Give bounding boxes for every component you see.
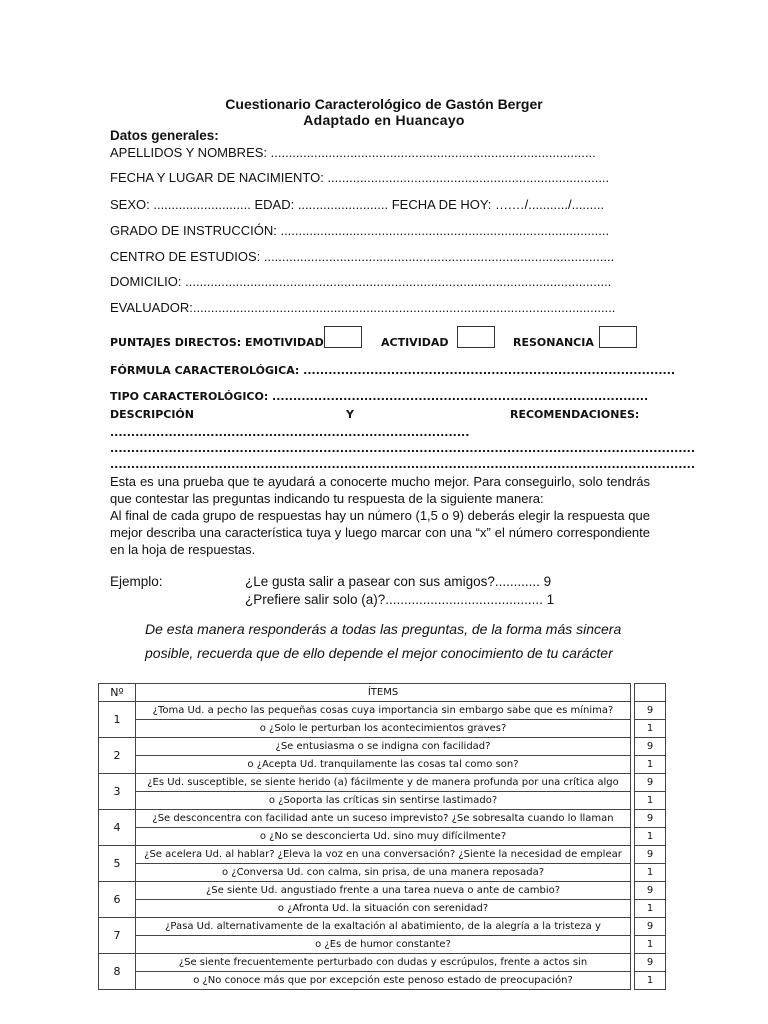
descripcion-dots-1: ...................................................................................... bbox=[110, 426, 470, 439]
score-option-1[interactable]: 1 bbox=[635, 972, 666, 990]
table-row bbox=[99, 792, 666, 810]
score-option-1[interactable]: 1 bbox=[635, 900, 666, 918]
actividad-box[interactable] bbox=[457, 326, 495, 348]
table-row bbox=[99, 882, 666, 900]
score-option-9[interactable]: 9 bbox=[635, 918, 666, 936]
document-subtitle: Adaptado en Huancayo bbox=[303, 112, 465, 128]
item-question-b: o ¿No se desconcierta Ud. sino muy difícilmente? bbox=[136, 828, 631, 846]
descripcion-dots-3: ............................................................................................................................................ bbox=[110, 458, 696, 471]
table-row bbox=[99, 774, 666, 792]
item-question-b: o ¿Conversa Ud. con calma, sin prisa, de una manera reposada? bbox=[136, 864, 631, 882]
item-number: 3 bbox=[99, 774, 136, 810]
table-row bbox=[99, 972, 666, 990]
score-option-1[interactable]: 1 bbox=[635, 828, 666, 846]
ejemplo-question-2: ¿Prefiere salir solo (a)?.......................................... 1 bbox=[245, 592, 555, 607]
table-row bbox=[99, 900, 666, 918]
item-number: 7 bbox=[99, 918, 136, 954]
item-question-b: o ¿Acepta Ud. tranquilamente las cosas tal como son? bbox=[136, 756, 631, 774]
score-option-9[interactable]: 9 bbox=[635, 702, 666, 720]
descripcion-word: DESCRIPCIÓN bbox=[110, 408, 194, 421]
item-question-a: ¿Se siente Ud. angustiado frente a una tarea nueva o ante de cambio? bbox=[136, 882, 631, 900]
score-option-9[interactable]: 9 bbox=[635, 774, 666, 792]
table-row bbox=[99, 756, 666, 774]
score-option-9[interactable]: 9 bbox=[635, 846, 666, 864]
item-number: 1 bbox=[99, 702, 136, 738]
puntajes-label: PUNTAJES DIRECTOS: EMOTIVIDAD bbox=[110, 336, 324, 349]
item-question-a: ¿Se siente frecuentemente perturbado con dudas y escrúpulos, frente a actos sin bbox=[136, 954, 631, 972]
table-row bbox=[99, 954, 666, 972]
field-apellidos: APELLIDOS Y NOMBRES: .......................................................................................... bbox=[110, 145, 596, 160]
item-question-b: o ¿Solo le perturban los acontecimientos graves? bbox=[136, 720, 631, 738]
table-row bbox=[99, 810, 666, 828]
item-number: 5 bbox=[99, 846, 136, 882]
table-row bbox=[99, 720, 666, 738]
actividad-label: ACTIVIDAD bbox=[381, 336, 449, 349]
score-option-1[interactable]: 1 bbox=[635, 936, 666, 954]
resonancia-box[interactable] bbox=[599, 326, 637, 348]
table-row bbox=[99, 828, 666, 846]
score-option-1[interactable]: 1 bbox=[635, 792, 666, 810]
field-grado: GRADO DE INSTRUCCIÓN: ........................................................................................... bbox=[110, 223, 610, 238]
table-row bbox=[99, 846, 666, 864]
descripcion-dots-2: ............................................................................................................................................ bbox=[110, 442, 696, 455]
recomendaciones-word: RECOMENDACIONES: bbox=[510, 408, 640, 421]
item-question-a: ¿Se desconcentra con facilidad ante un suceso imprevisto? ¿Se sobresalta cuando lo llaman bbox=[136, 810, 631, 828]
table-header-row bbox=[99, 684, 666, 702]
score-option-1[interactable]: 1 bbox=[635, 756, 666, 774]
item-question-b: o ¿Afronta Ud. la situación con serenidad? bbox=[136, 900, 631, 918]
field-centro: CENTRO DE ESTUDIOS: ................................................................................................. bbox=[110, 249, 615, 264]
item-question-a: ¿Toma Ud. a pecho las pequeñas cosas cuya importancia sin embargo sabe que es mínima? bbox=[136, 702, 631, 720]
emotividad-box[interactable] bbox=[324, 326, 362, 348]
item-number: 8 bbox=[99, 954, 136, 990]
item-question-b: o ¿Es de humor constante? bbox=[136, 936, 631, 954]
item-question-a: ¿Es Ud. susceptible, se siente herido (a) fácilmente y de manera profunda por una crítica algo bbox=[136, 774, 631, 792]
item-number: 6 bbox=[99, 882, 136, 918]
score-option-9[interactable]: 9 bbox=[635, 882, 666, 900]
header-score bbox=[635, 684, 666, 702]
score-option-1[interactable]: 1 bbox=[635, 720, 666, 738]
item-question-a: ¿Se acelera Ud. al hablar? ¿Eleva la voz en una conversación? ¿Siente la necesidad de emplear bbox=[136, 846, 631, 864]
resonancia-label: RESONANCIA bbox=[513, 336, 594, 349]
item-question-b: o ¿Soporta las críticas sin sentirse lastimado? bbox=[136, 792, 631, 810]
table-row bbox=[99, 702, 666, 720]
table-row bbox=[99, 918, 666, 936]
table-row bbox=[99, 936, 666, 954]
instructions-paragraph-1: Esta es una prueba que te ayudará a conocerte mucho mejor. Para conseguirlo, solo tendrás que contestar las preguntas indicando tu respuesta de la siguiente manera: bbox=[110, 474, 650, 506]
item-question-a: ¿Se entusiasma o se indigna con facilidad? bbox=[136, 738, 631, 756]
datos-heading: Datos generales: bbox=[110, 128, 219, 143]
descripcion-y: Y bbox=[346, 408, 354, 421]
score-option-1[interactable]: 1 bbox=[635, 864, 666, 882]
item-number: 4 bbox=[99, 810, 136, 846]
closing-paragraph: De esta manera responderás a todas las preguntas, de la forma más sincera posible, recuerda que de ello depende el mejor conocimiento de tu carácter bbox=[145, 621, 622, 661]
document-title: Cuestionario Caracterológico de Gastón Berger bbox=[225, 96, 543, 112]
tipo-field: TIPO CARACTEROLÓGICO: .......................................................................................... bbox=[110, 390, 649, 403]
item-question-b: o ¿No conoce más que por excepción este penoso estado de preocupación? bbox=[136, 972, 631, 990]
score-option-9[interactable]: 9 bbox=[635, 810, 666, 828]
field-fecha-lugar: FECHA Y LUGAR DE NACIMIENTO: .............................................................................. bbox=[110, 170, 610, 185]
score-option-9[interactable]: 9 bbox=[635, 954, 666, 972]
field-evaluador: EVALUADOR:..................................................................................................................... bbox=[110, 300, 616, 315]
ejemplo-label: Ejemplo: bbox=[110, 574, 163, 589]
header-num: Nº bbox=[99, 684, 136, 702]
ejemplo-question-1: ¿Le gusta salir a pasear con sus amigos?............ 9 bbox=[245, 574, 552, 589]
items-table bbox=[98, 683, 666, 990]
item-number: 2 bbox=[99, 738, 136, 774]
formula-field: FÓRMULA CARACTEROLÓGICA: ......................................................................................... bbox=[110, 364, 676, 377]
field-domicilio: DOMICILIO: ...................................................................................................................... bbox=[110, 274, 612, 289]
instructions-paragraph-2: Al final de cada grupo de respuestas hay un número (1,5 o 9) deberás elegir la respuesta que mejor describa una característica tuya y luego marcar con una “x” el número correspondiente en la hoja de respuestas. bbox=[110, 508, 650, 557]
score-option-9[interactable]: 9 bbox=[635, 738, 666, 756]
table-row bbox=[99, 864, 666, 882]
item-question-a: ¿Pasa Ud. alternativamente de la exaltación al abatimiento, de la alegría a la tristeza y bbox=[136, 918, 631, 936]
header-items: ÍTEMS bbox=[136, 684, 631, 702]
field-sexo-edad-fecha: SEXO: ........................... EDAD: ......................... FECHA DE HOY: ….…/.........../......... bbox=[110, 197, 605, 212]
table-row bbox=[99, 738, 666, 756]
